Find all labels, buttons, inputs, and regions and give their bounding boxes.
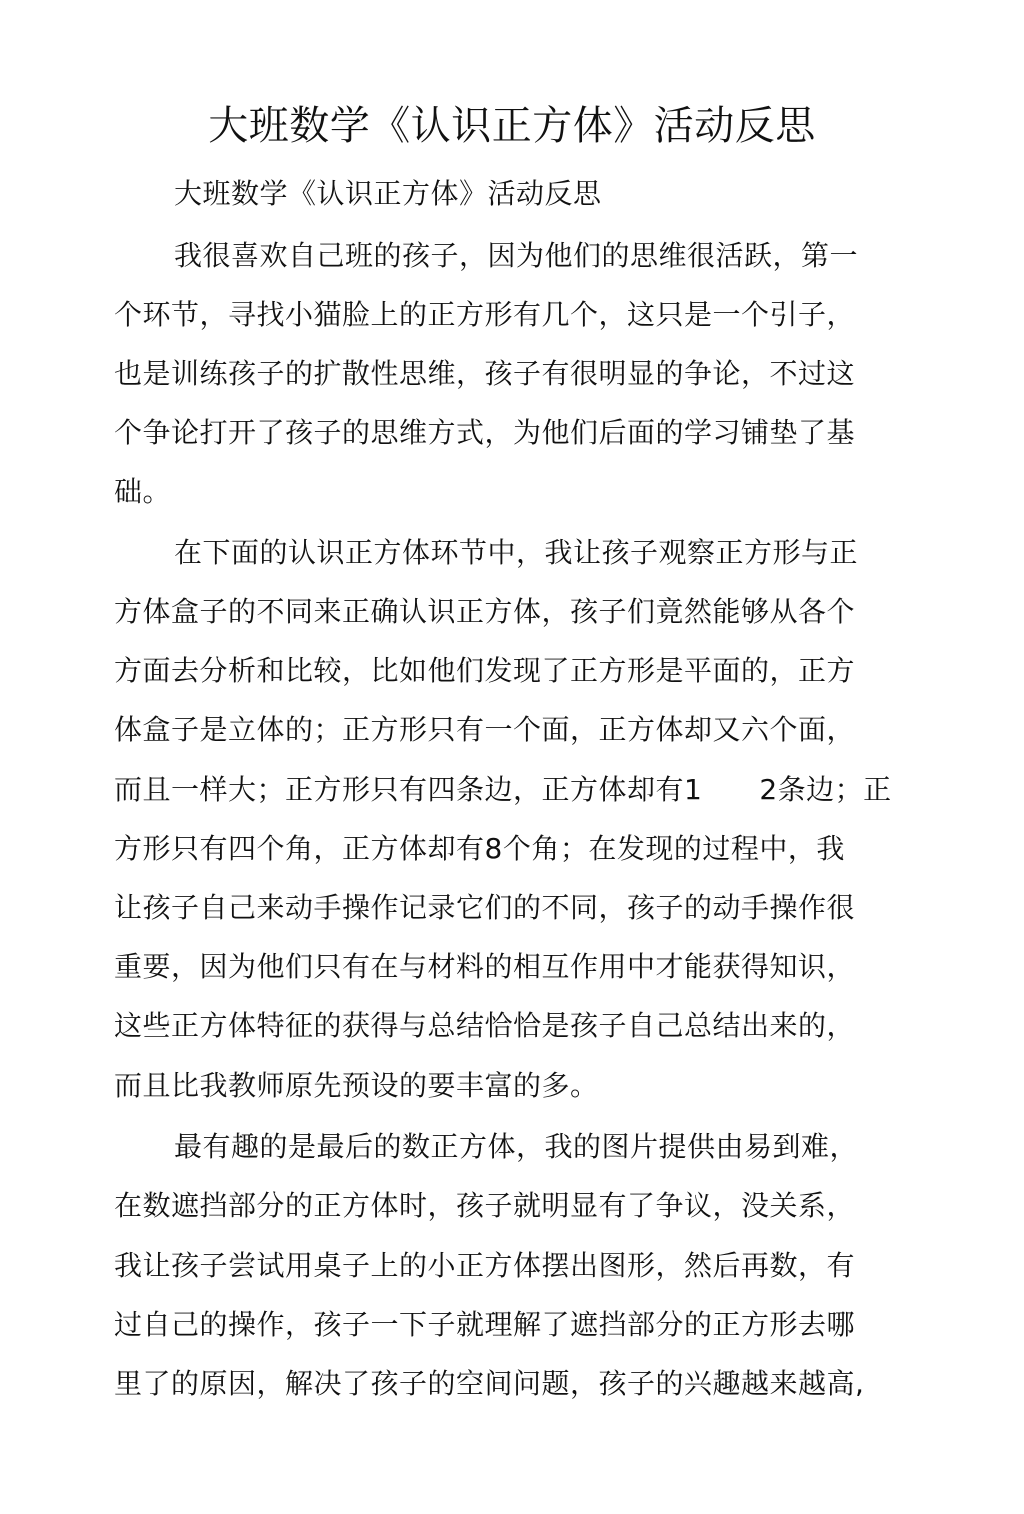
paragraph-2-line-7: 让孩子自己来动手操作记录它们的不同，孩子的动手操作很 bbox=[114, 891, 856, 924]
paragraph-2-line-1: 在下面的认识正方体环节中，我让孩子观察正方形与正 bbox=[174, 536, 859, 569]
paragraph-3-line-4: 过自己的操作，孩子一下子就理解了遮挡部分的正方形去哪 bbox=[114, 1308, 856, 1341]
paragraph-1-line-5: 础。 bbox=[114, 475, 172, 508]
paragraph-2-line-2: 方体盒子的不同来正确认识正方体，孩子们竟然能够从各个 bbox=[114, 595, 856, 628]
paragraph-2-line-3: 方面去分析和比较，比如他们发现了正方形是平面的，正方 bbox=[114, 654, 856, 687]
paragraph-2-line-6: 方形只有四个角，正方体却有8个角；在发现的过程中，我 bbox=[114, 832, 845, 865]
paragraph-3-line-3: 我让孩子尝试用桌子上的小正方体摆出图形，然后再数，有 bbox=[114, 1249, 856, 1282]
paragraph-1-line-1: 我很喜欢自己班的孩子，因为他们的思维很活跃，第一 bbox=[174, 239, 859, 272]
paragraph-1-line-4: 个争论打开了孩子的思维方式，为他们后面的学习铺垫了基 bbox=[114, 416, 856, 449]
paragraph-3-line-5: 里了的原因，解决了孩子的空间问题，孩子的兴趣越来越高, bbox=[114, 1367, 865, 1400]
paragraph-3-line-1: 最有趣的是最后的数正方体，我的图片提供由易到难， bbox=[174, 1130, 859, 1163]
document-title: 大班数学《认识正方体》活动反思 bbox=[208, 103, 816, 149]
paragraph-1-line-3: 也是训练孩子的扩散性思维，孩子有很明显的争论，不过这 bbox=[114, 357, 856, 390]
subtitle-line: 大班数学《认识正方体》活动反思 bbox=[174, 177, 602, 210]
paragraph-2-line-4: 体盒子是立体的；正方形只有一个面，正方体却又六个面， bbox=[114, 713, 856, 746]
paragraph-2-line-10: 而且比我教师原先预设的要丰富的多。 bbox=[114, 1069, 599, 1102]
paragraph-2-line-9: 这些正方体特征的获得与总结恰恰是孩子自己总结出来的， bbox=[114, 1009, 856, 1042]
paragraph-2-line-5: 而且一样大；正方形只有四条边，正方体却有1 2条边；正 bbox=[114, 773, 892, 806]
paragraph-2-line-8: 重要，因为他们只有在与材料的相互作用中才能获得知识， bbox=[114, 950, 856, 983]
paragraph-3-line-2: 在数遮挡部分的正方体时，孩子就明显有了争议，没关系， bbox=[114, 1189, 856, 1222]
paragraph-1-line-2: 个环节，寻找小猫脸上的正方形有几个，这只是一个引子， bbox=[114, 298, 856, 331]
